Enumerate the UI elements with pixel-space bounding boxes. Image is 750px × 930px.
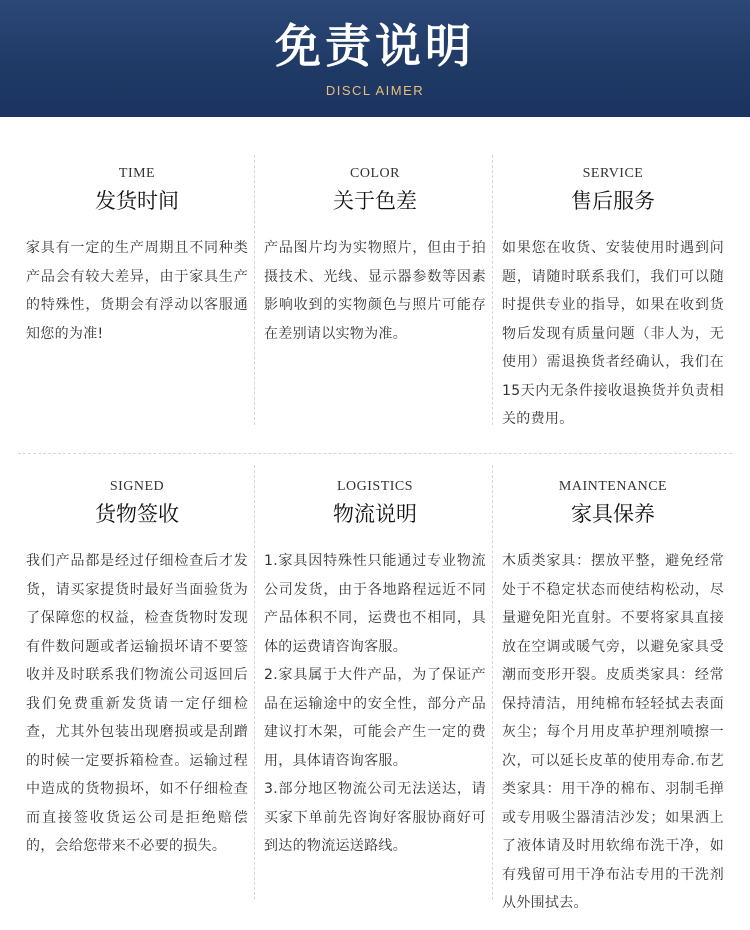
section-paragraph: 家具有一定的生产周期且不同种类产品会有较大差异，由于家具生产的特殊性，货期会有浮动以客服通知您的为准! bbox=[26, 240, 248, 342]
section-en-title: COLOR bbox=[350, 166, 400, 181]
section-signed bbox=[18, 478, 256, 861]
section-body bbox=[502, 547, 724, 918]
section-en-title: MAINTENANCE bbox=[558, 479, 668, 494]
section-time bbox=[18, 165, 256, 348]
section-en-title: TIME bbox=[118, 166, 156, 181]
section-zh-title: 售后服务 bbox=[571, 189, 655, 213]
section-paragraph: 2.家具属于大件产品，为了保证产品在运输途中的安全性，部分产品建议打木架，可能会产生一定的费用，具体请咨询客服。 bbox=[264, 667, 486, 769]
section-body bbox=[502, 234, 724, 434]
page-subtitle: DISCL AIMER bbox=[325, 83, 425, 98]
section-paragraph: 1.家具因特殊性只能通过专业物流公司发货，由于各地路程远近不同产品体积不同，运费也不相同，具体的运费请咨询客服。 bbox=[264, 553, 486, 655]
section-maintenance bbox=[494, 478, 732, 918]
row-divider bbox=[18, 453, 732, 454]
section-body bbox=[264, 547, 486, 861]
section-body bbox=[26, 234, 248, 348]
section-paragraph: 我们产品都是经过仔细检查后才发货，请买家提货时最好当面验货为了保障您的权益，检查货物时发现有件数问题或者运输损坏请不要签收并及时联系我们物流公司返回后我们免费重新发货请一定仔细检查，尤其外包装出现磨损或是刮蹭的时候一定要拆箱检查。运输过程中造成的货物损坏，如不仔细检查而直接签收货运公司是拒绝赔偿的，会给您带来不必要的损失。 bbox=[26, 553, 248, 854]
section-paragraph: 如果您在收货、安装使用时遇到问题，请随时联系我们，我们可以随时提供专业的指导，如果在收到货物后发现有质量问题（非人为，无使用）需退换货者经确认，我们在15天内无条件接收退换货并负责相关的费用。 bbox=[502, 240, 724, 427]
section-en-title: SIGNED bbox=[109, 479, 165, 494]
section-body bbox=[264, 234, 486, 348]
section-zh-title: 关于色差 bbox=[333, 189, 417, 213]
section-color bbox=[256, 165, 494, 348]
header-banner bbox=[0, 0, 750, 117]
section-zh-title: 物流说明 bbox=[333, 502, 417, 526]
page-title: 免责说明 bbox=[275, 19, 475, 73]
section-zh-title: 发货时间 bbox=[95, 189, 179, 213]
section-body bbox=[26, 547, 248, 861]
section-paragraph: 产品图片均为实物照片，但由于拍摄技术、光线、显示器参数等因素影响收到的实物颜色与照片可能存在差别请以实物为准。 bbox=[264, 240, 486, 342]
section-zh-title: 货物签收 bbox=[95, 502, 179, 526]
section-service bbox=[494, 165, 732, 434]
section-en-title: SERVICE bbox=[582, 166, 644, 181]
section-logistics bbox=[256, 478, 494, 861]
section-paragraph: 木质类家具：摆放平整，避免经常处于不稳定状态而使结构松动，尽量避免阳光直射。不要将家具直接放在空调或暖气旁，以避免家具受潮而变形开裂。皮质类家具：经常保持清洁，用纯棉布轻轻拭去表面灰尘；每个月用皮革护理剂喷擦一次，可以延长皮革的使用寿命.布艺类家具：用干净的棉布、羽制毛掸或专用吸尘器清洁沙发；如果洒上了液体请及时用软绵布洗干净，如有残留可用干净布沾专用的干洗剂从外围拭去。 bbox=[502, 553, 724, 911]
section-paragraph: 3.部分地区物流公司无法送达，请买家下单前先咨询好客服协商好可到达的物流运送路线。 bbox=[264, 781, 486, 854]
section-en-title: LOGISTICS bbox=[336, 479, 414, 494]
section-zh-title: 家具保养 bbox=[571, 502, 655, 526]
